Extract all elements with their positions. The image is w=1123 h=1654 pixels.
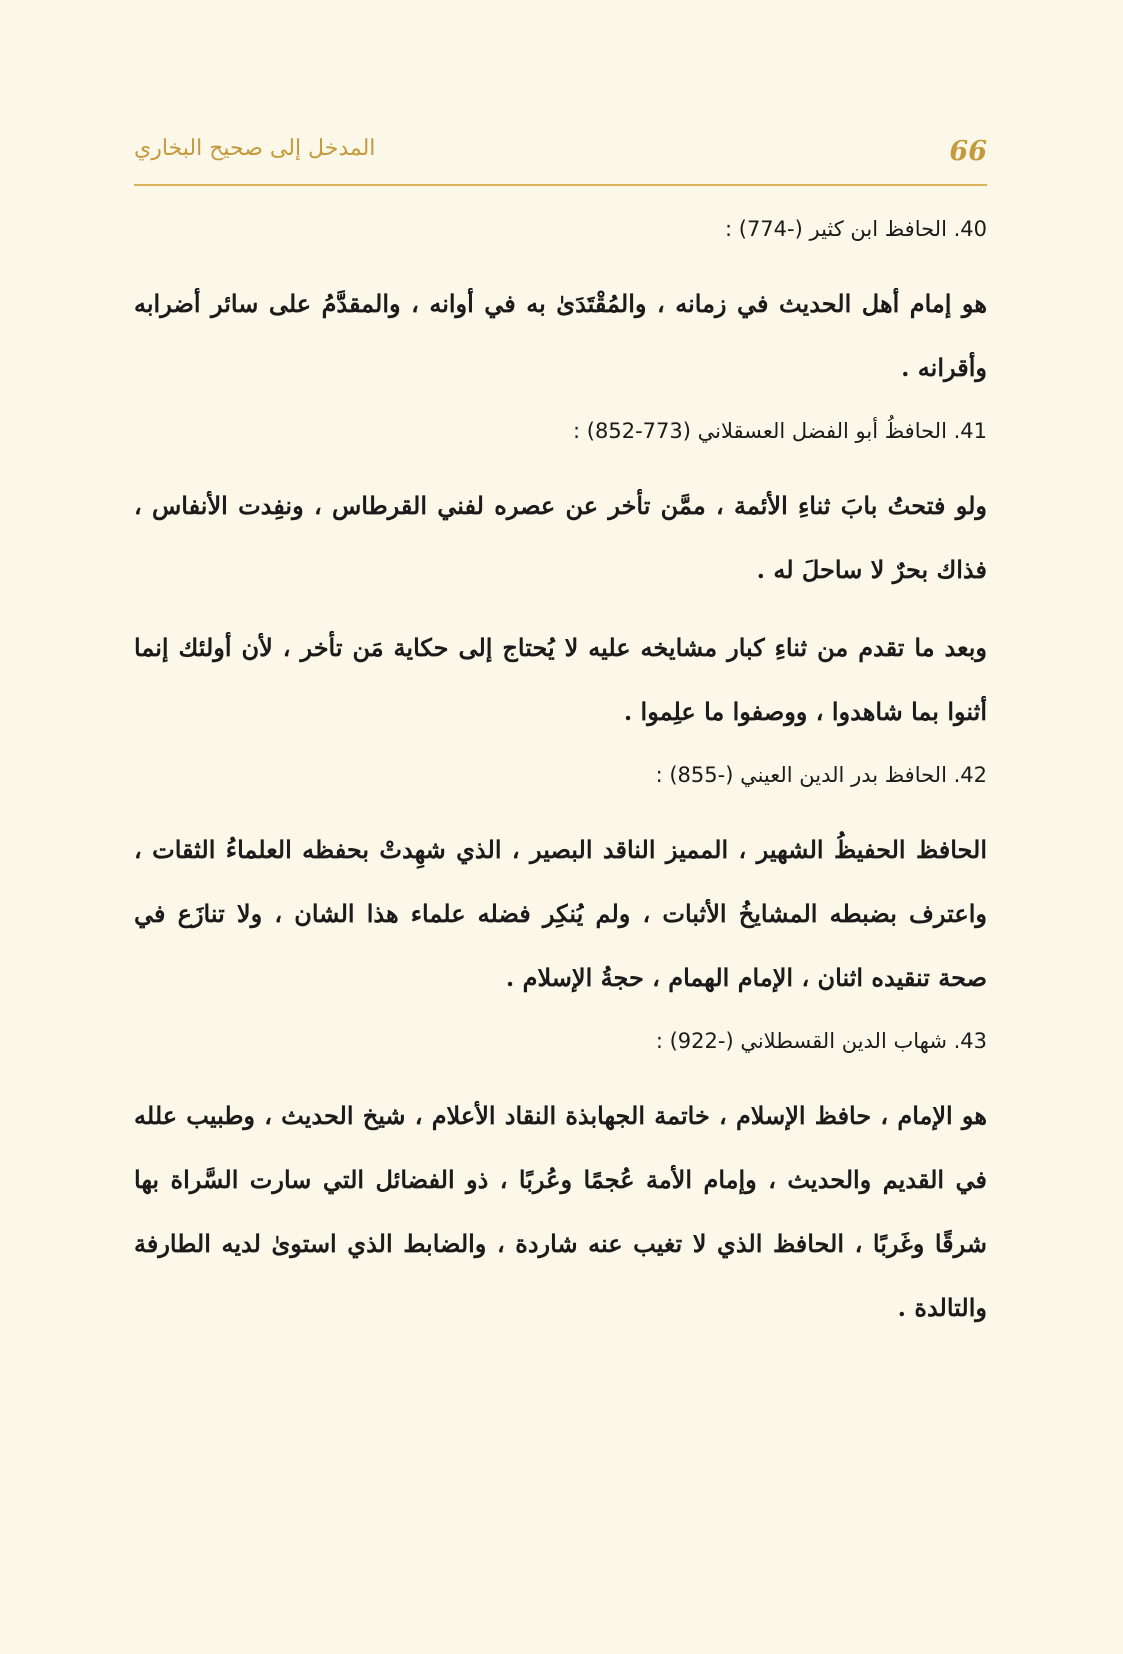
running-header (134, 128, 987, 186)
body-paragraph: الحافظ الحفيظُ الشهير ، المميز الناقد البصير ، الذي شهِدتْ بحفظه العلماءُ الثقات ، واعترف بضبطه المشايخُ الأثبات ، ولم يُنكِر فضله علماء هذا الشان ، ولا تنازَع في صحة تنقيده اثنان ، الإمام الهمام ، حجةُ الإسلام . (134, 835, 987, 992)
section-40 (134, 212, 987, 400)
section-heading: 40. الحافظ ابن كثير (-774) : (724, 217, 987, 241)
section-43 (134, 1024, 987, 1340)
section-heading: 43. شهاب الدين القسطلاني (-922) : (655, 1029, 987, 1053)
body-paragraph: ولو فتحتُ بابَ ثناءِ الأئمة ، ممَّن تأخر عن عصره لفني القرطاس ، ونفِدت الأنفاس ، فذاك بحرٌ لا ساحلَ له . (134, 491, 987, 584)
body-paragraph: هو إمام أهل الحديث في زمانه ، والمُقْتَدَىٰ به في أوانه ، والمقدَّمُ على سائر أضرابه وأقرانه . (134, 289, 987, 382)
body-paragraph: هو الإمام ، حافظ الإسلام ، خاتمة الجهابذة النقاد الأعلام ، شيخ الحديث ، وطبيب علله في القديم والحديث ، وإمام الأمة عُجمًا وعُربًا ، ذو الفضائل التي سارت السَّراة بها شرقًا وغَربًا ، الحافظ الذي لا تغيب عنه شاردة ، والضابط الذي استوىٰ لديه الطارفة والتالدة . (134, 1101, 987, 1322)
page-number: 66 (949, 136, 987, 167)
section-42 (134, 758, 987, 1010)
section-heading: 42. الحافظ بدر الدين العيني (-855) : (655, 763, 987, 787)
section-41 (134, 414, 987, 744)
body-paragraph: وبعد ما تقدم من ثناءِ كبار مشايخه عليه لا يُحتاج إلى حكاية مَن تأخر ، لأن أولئك إنما أثنوا بما شاهدوا ، ووصفوا ما علِموا . (134, 633, 987, 726)
page-body (134, 212, 987, 1354)
section-heading: 41. الحافظُ أبو الفضل العسقلاني (773-852) : (573, 419, 987, 443)
book-title: المدخل إلى صحيح البخاري (134, 136, 376, 161)
